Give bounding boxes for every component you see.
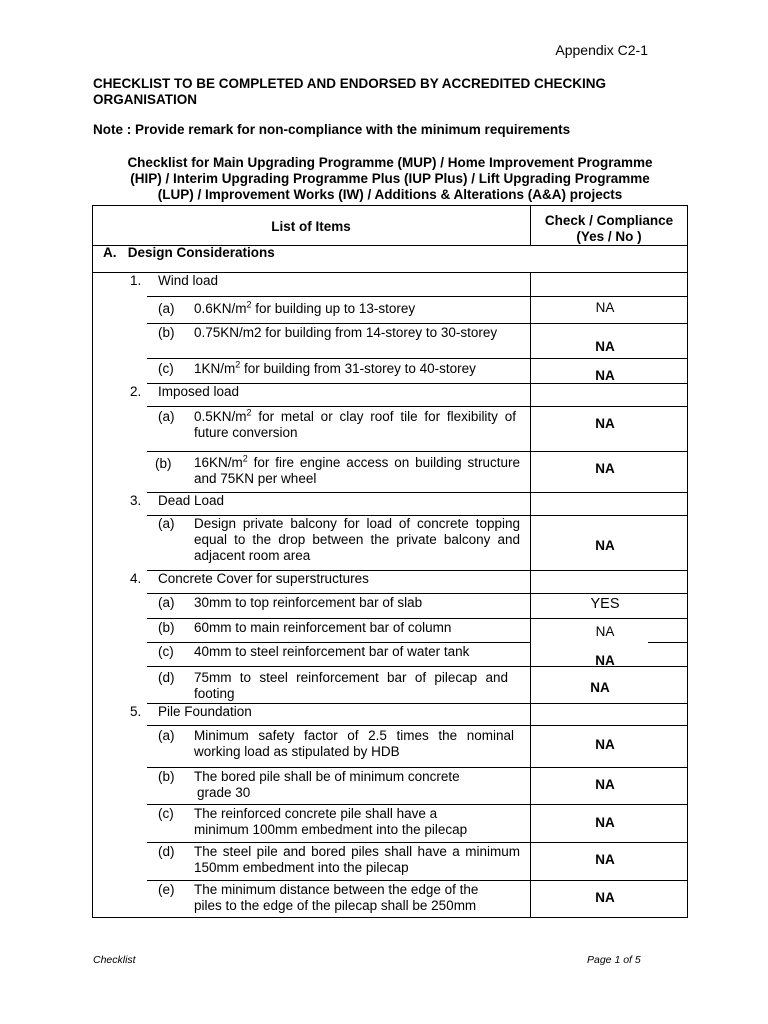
item-text: 60mm to main reinforcement bar of column	[194, 620, 452, 635]
group-number: 2.	[130, 384, 142, 399]
item-text: Minimum safety factor of 2.5 times the nominal working load as stipulated by HDB	[194, 728, 514, 759]
row-divider	[147, 358, 688, 359]
group-number: 1.	[130, 273, 142, 288]
item-text	[194, 409, 516, 441]
subheading-line-3: (LUP) / Improvement Works (IW) / Additions & Alterations (A&A) projects	[157, 187, 623, 202]
compliance-value: NA	[595, 777, 615, 792]
row-divider	[147, 451, 688, 452]
superscript: 2	[235, 359, 241, 370]
row-divider	[147, 767, 688, 768]
item-text-line: grade 30	[197, 785, 251, 800]
compliance-value: NA	[595, 624, 615, 639]
row-divider	[147, 406, 688, 407]
section-a-title: A. Design Considerations	[103, 245, 275, 260]
item-label: (d)	[158, 670, 175, 685]
row-divider	[147, 296, 688, 297]
item-text-part: for building up to 13-storey	[251, 301, 416, 316]
item-text-line: piles to the edge of the pilecap shall be 250mm	[194, 898, 477, 913]
group-number: 4.	[130, 571, 142, 586]
superscript: 2	[242, 453, 248, 464]
row-divider	[147, 725, 688, 726]
item-label: (a)	[158, 409, 175, 424]
group-title-wind-load: Wind load	[158, 273, 219, 288]
compliance-value: NA	[595, 368, 615, 383]
item-text-line: The minimum distance between the edge of the	[194, 882, 479, 897]
group-title-dead-load: Dead Load	[158, 493, 225, 508]
compliance-value: NA	[595, 461, 615, 476]
compliance-value: NA	[595, 815, 615, 830]
item-text: 0.75KN/m2 for building from 14-storey to 30-storey	[194, 325, 498, 340]
group-title-pile-foundation: Pile Foundation	[158, 704, 252, 719]
item-label: (b)	[158, 620, 175, 635]
item-text	[194, 361, 524, 377]
row-divider	[147, 323, 688, 324]
item-label: (a)	[158, 301, 175, 316]
item-label: (a)	[158, 516, 175, 531]
appendix-label: Appendix C2-1	[555, 42, 648, 58]
item-text: 75mm to steel reinforcement bar of pilecap and footing	[194, 670, 508, 701]
row-divider-short	[648, 642, 688, 643]
column-header-check	[530, 213, 688, 245]
item-text	[194, 301, 520, 317]
row-divider	[147, 880, 688, 881]
title-line-2: ORGANISATION	[93, 92, 197, 107]
group-number: 3.	[130, 493, 142, 508]
superscript: 2	[246, 407, 252, 418]
item-text-line: The bored pile shall be of minimum concrete	[194, 769, 460, 784]
group-number: 5.	[130, 704, 142, 719]
compliance-value: NA	[595, 852, 615, 867]
item-label: (c)	[158, 644, 174, 659]
item-label: (d)	[158, 844, 175, 859]
item-text	[194, 882, 524, 914]
row-divider	[147, 593, 688, 594]
item-text-part: for fire engine access on building structure and 75KN per wheel	[194, 455, 520, 486]
item-label: (b)	[158, 325, 175, 340]
item-label: (c)	[158, 361, 174, 376]
item-label: (b)	[155, 456, 172, 471]
item-text-part: for building from 31-storey to 40-storey	[240, 361, 476, 376]
item-text: 40mm to steel reinforcement bar of water tank	[194, 644, 470, 659]
footer-left: Checklist	[93, 954, 136, 966]
item-text: The steel pile and bored piles shall have a minimum 150mm embedment into the pilecap	[194, 844, 520, 875]
column-header-check-line-2: (Yes / No )	[576, 229, 642, 244]
item-text	[194, 769, 520, 801]
compliance-value: NA	[595, 339, 615, 354]
subheading-line-2: (HIP) / Interim Upgrading Programme Plus (IUP Plus) / Lift Upgrading Programme	[130, 171, 650, 186]
subheading-line-1: Checklist for Main Upgrading Programme (MUP) / Home Improvement Programme	[127, 155, 653, 170]
item-text-part: 0.6KN/m	[194, 301, 247, 316]
compliance-value: NA	[595, 737, 615, 752]
checklist-subheading	[93, 155, 687, 203]
item-text-part: 0.5KN/m	[194, 409, 247, 424]
item-text: 30mm to top reinforcement bar of slab	[194, 595, 423, 610]
item-label: (b)	[158, 769, 175, 784]
superscript: 2	[246, 299, 252, 310]
item-text-part: for metal or clay roof tile for flexibility of future conversion	[194, 409, 516, 440]
row-divider	[147, 804, 688, 805]
compliance-value: YES	[590, 596, 620, 612]
column-header-items: List of Items	[271, 219, 351, 234]
row-divider	[147, 642, 530, 643]
footer-page-number: Page 1 of 5	[587, 954, 641, 966]
item-text	[194, 806, 520, 838]
item-label: (e)	[158, 882, 175, 897]
group-title-concrete-cover: Concrete Cover for superstructures	[158, 571, 369, 586]
item-label: (a)	[158, 595, 175, 610]
item-text: Design private balcony for load of concrete topping equal to the drop between the private balcony and adjacent room area	[194, 516, 520, 563]
item-label: (a)	[158, 728, 175, 743]
title-line-1: CHECKLIST TO BE COMPLETED AND ENDORSED BY ACCREDITED CHECKING	[93, 76, 607, 91]
item-text-line: minimum 100mm embedment into the pilecap	[194, 822, 468, 837]
note-text: Note : Provide remark for non-compliance with the minimum requirements	[93, 122, 571, 137]
column-header-check-line-1: Check / Compliance	[544, 213, 674, 228]
compliance-value: NA	[595, 538, 615, 553]
compliance-value: NA	[595, 890, 615, 905]
compliance-value: NA	[595, 416, 615, 431]
item-text-part: 1KN/m	[194, 361, 236, 376]
compliance-value: NA	[590, 680, 610, 695]
row-divider	[147, 618, 688, 619]
item-text-part: 16KN/m	[194, 455, 243, 470]
row-divider	[147, 842, 688, 843]
item-label: (c)	[158, 806, 174, 821]
group-title-imposed-load: Imposed load	[158, 384, 240, 399]
document-title	[93, 76, 693, 108]
row-divider	[147, 492, 688, 493]
compliance-value: NA	[595, 653, 615, 668]
compliance-value: NA	[595, 300, 615, 315]
item-text	[194, 455, 520, 487]
item-text-line: The reinforced concrete pile shall have a	[194, 806, 438, 821]
